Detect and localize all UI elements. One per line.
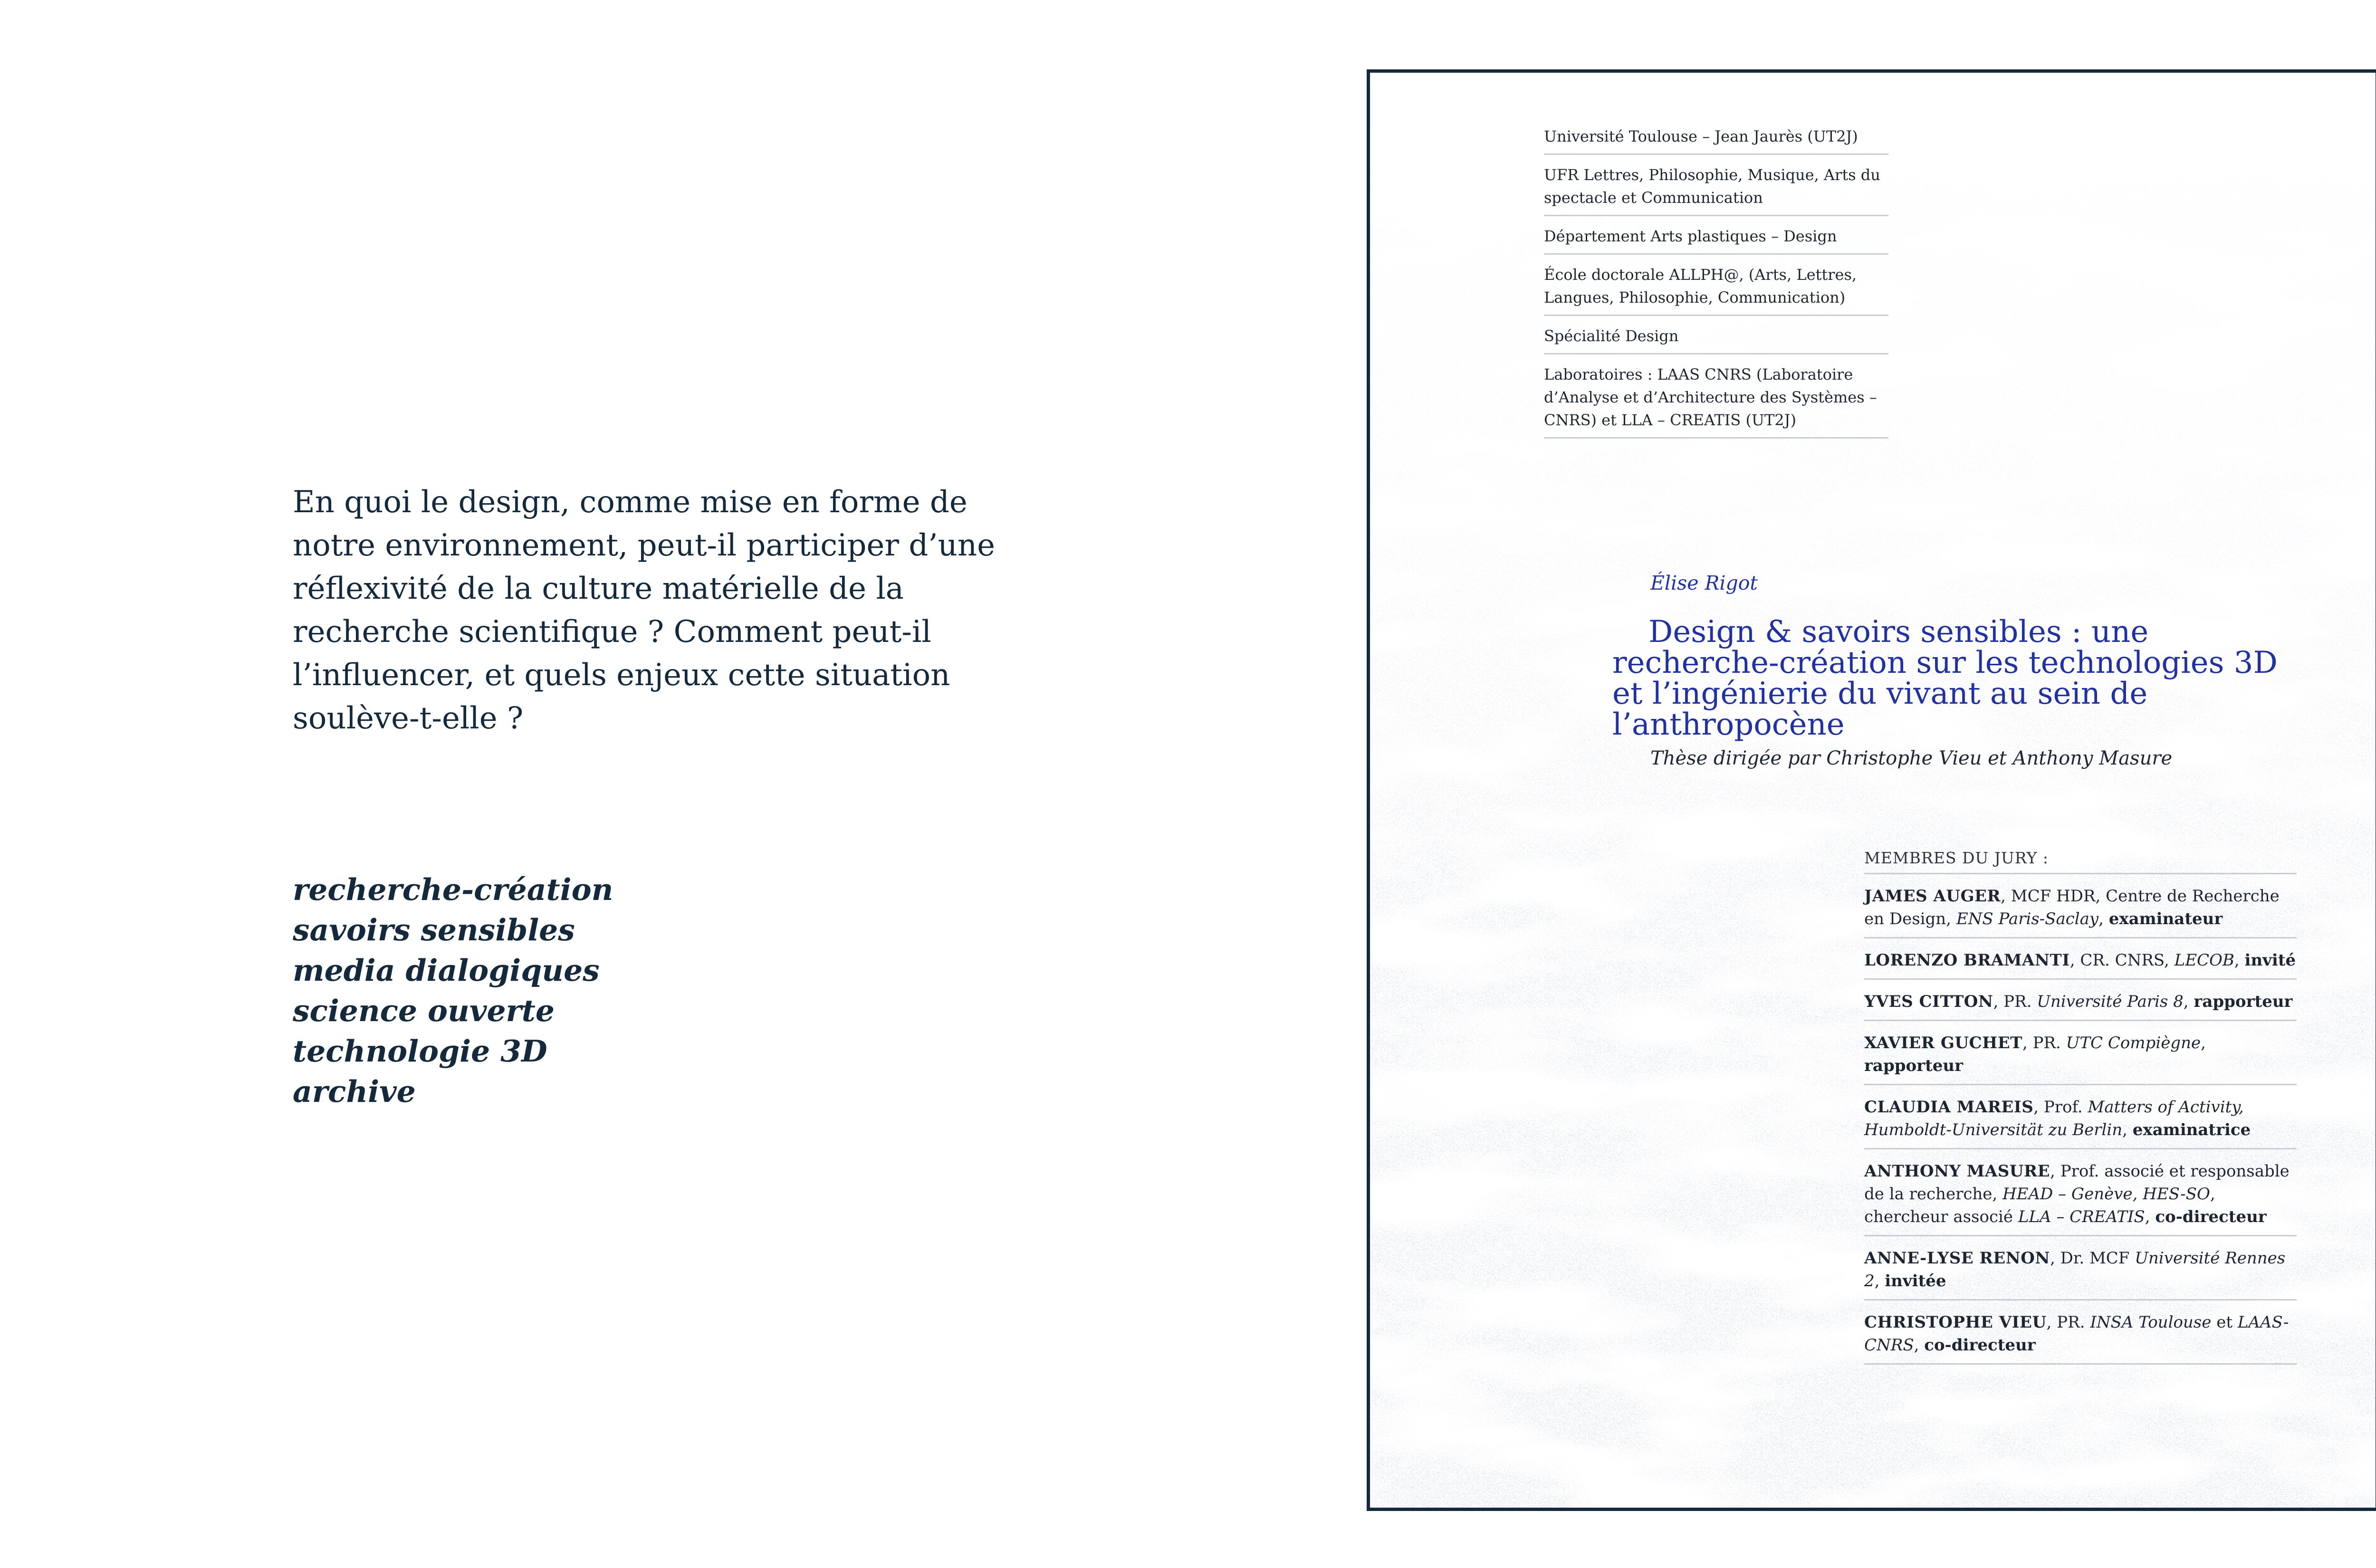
jury-member-name: ANNE-LYSE RENON xyxy=(1864,1249,2050,1268)
jury-member-name: YVES CITTON xyxy=(1864,992,1993,1011)
institution-item: École doctorale ALLPH@, (Arts, Lettres, Langues, Philosophie, Communication) xyxy=(1544,255,1888,316)
jury-member-name: ANTHONY MASURE xyxy=(1864,1162,2050,1181)
jury-member-role: invité xyxy=(2244,951,2296,970)
jury-member: ANTHONY MASURE, Prof. associé et responsable de la recherche, HEAD – Genève, HES-SO, chercheur associé LLA – CREATIS, co-directeur xyxy=(1864,1149,2297,1236)
keyword-list xyxy=(293,870,613,1112)
keyword-item: savoirs sensibles xyxy=(293,912,575,947)
jury-member-role: co-directeur xyxy=(2155,1207,2267,1226)
research-question: En quoi le design, comme mise en forme de notre environnement, peut-il participer d’une réflexivité de la culture matérielle de la recherche scientifique ? Comment peut-il l’influencer, et quels enjeux cette situation soulève-t-elle ? xyxy=(293,485,995,736)
jury-heading: MEMBRES DU JURY : xyxy=(1864,849,2297,874)
institution-item: Spécialité Design xyxy=(1544,316,1888,354)
jury-member: YVES CITTON, PR. Université Paris 8, rapporteur xyxy=(1864,980,2297,1021)
jury-member-role: examinatrice xyxy=(2132,1120,2251,1139)
jury-member-role: examinateur xyxy=(2108,909,2223,928)
jury-block xyxy=(1864,849,2297,1365)
jury-member-name: CHRISTOPHE VIEU xyxy=(1864,1313,2047,1332)
jury-member: LORENZO BRAMANTI, CR. CNRS, LECOB, invité xyxy=(1864,938,2297,980)
thesis-title: Design & savoirs sensibles : une recherche-création sur les technologies 3D et l’ingénierie du vivant au sein de l’anthropocène xyxy=(1612,614,2278,742)
institution-item: Département Arts plastiques – Design xyxy=(1544,216,1888,255)
jury-member-role: invitée xyxy=(1885,1272,1946,1291)
supervision-line: Thèse dirigée par Christophe Vieu et Anthony Masure xyxy=(1650,747,2173,769)
jury-member-role: co-directeur xyxy=(1924,1336,2036,1355)
jury-member-role: rapporteur xyxy=(2194,992,2293,1011)
jury-member-name: XAVIER GUCHET xyxy=(1864,1033,2022,1052)
jury-member: JAMES AUGER, MCF HDR, Centre de Recherche en Design, ENS Paris-Saclay, examinateur xyxy=(1864,874,2297,938)
keyword-item: technologie 3D xyxy=(293,1033,547,1069)
institution-item: UFR Lettres, Philosophie, Musique, Arts du spectacle et Communication xyxy=(1544,155,1888,216)
jury-member-name: LORENZO BRAMANTI xyxy=(1864,951,2070,970)
jury-member: CLAUDIA MAREIS, Prof. Matters of Activity, Humboldt-Universität zu Berlin, examinatrice xyxy=(1864,1085,2297,1149)
jury-member: XAVIER GUCHET, PR. UTC Compiègne, rapporteur xyxy=(1864,1021,2297,1085)
institution-item: Laboratoires : LAAS CNRS (Laboratoire d’Analyse et d’Architecture des Systèmes – CNRS) et LLA – CREATIS (UT2J) xyxy=(1544,354,1888,439)
keyword-item: science ouverte xyxy=(293,993,555,1028)
jury-member-name: JAMES AUGER xyxy=(1864,887,2001,906)
jury-list xyxy=(1864,874,2297,1365)
jury-member: CHRISTOPHE VIEU, PR. INSA Toulouse et LAAS-CNRS, co-directeur xyxy=(1864,1300,2297,1365)
jury-member-name: CLAUDIA MAREIS xyxy=(1864,1098,2034,1117)
keyword-item: recherche-création xyxy=(293,872,613,907)
jury-member-role: rapporteur xyxy=(1864,1056,1964,1075)
institution-item: Université Toulouse – Jean Jaurès (UT2J) xyxy=(1544,125,1888,155)
thesis-cover-page xyxy=(1367,69,2376,1511)
keyword-item: archive xyxy=(293,1074,416,1109)
author-name: Élise Rigot xyxy=(1650,572,1758,594)
keyword-item: media dialogiques xyxy=(293,953,600,988)
jury-member: ANNE-LYSE RENON, Dr. MCF Université Rennes 2, invitée xyxy=(1864,1236,2297,1300)
institution-list xyxy=(1544,125,1888,439)
